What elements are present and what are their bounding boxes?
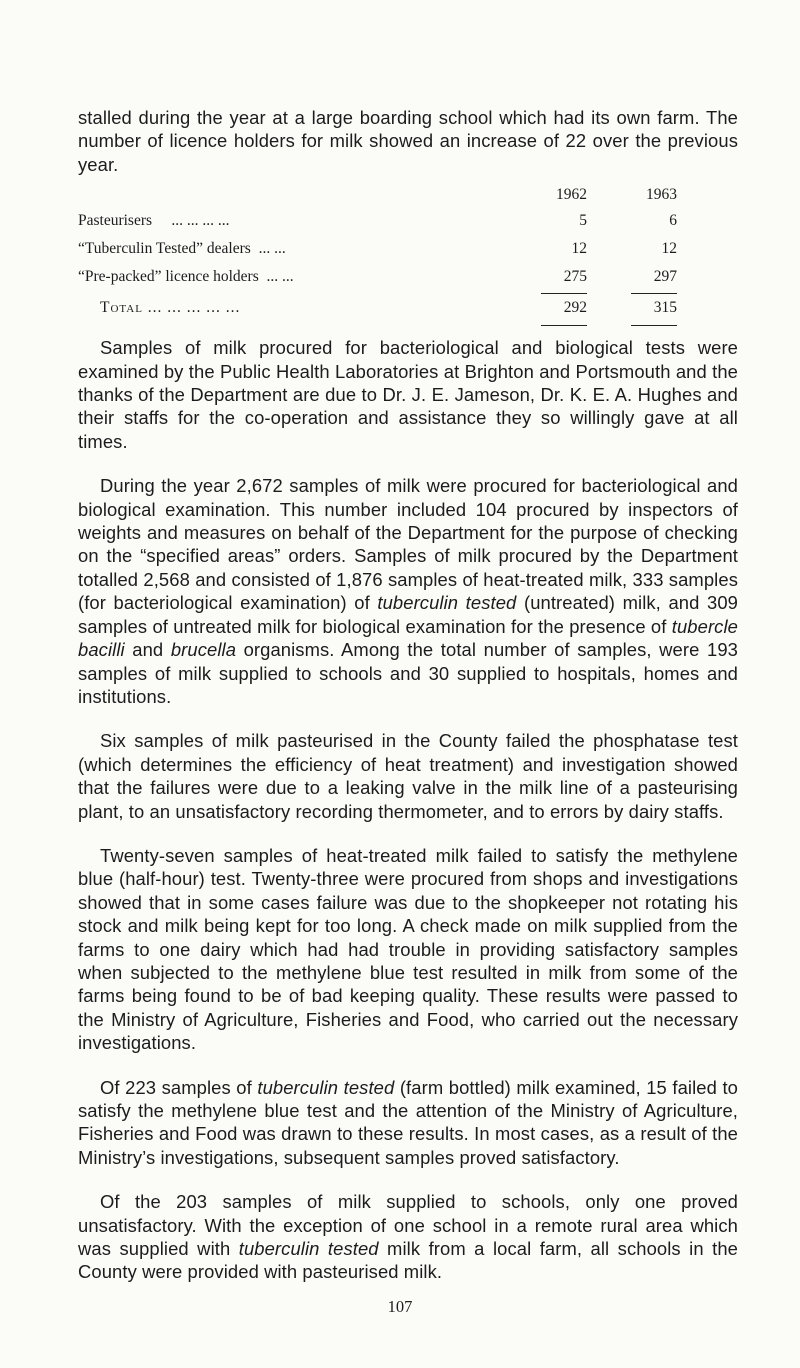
row-label: “Pre-packed” licence holders ... ... (78, 268, 294, 286)
total-label: Total ... ... ... ... ... (100, 299, 241, 317)
table-row (78, 240, 738, 264)
page-number: 107 (387, 1297, 413, 1316)
table-header-row (78, 186, 738, 210)
table-total-row (78, 299, 738, 323)
year-1963-header: 1963 (646, 186, 677, 204)
value-1962: 275 (563, 268, 587, 286)
value-1963: 297 (653, 268, 677, 286)
total-1963: 315 (653, 299, 677, 317)
paragraph-tuberculin-tested: Of 223 samples of tuberculin tested (farm bottled) milk examined, 15 failed to satisfy the methylene blue test and the attention of the Ministry of Agriculture, Fisheries and Food was drawn to these results. In most cases, as a result of the Ministry’s investigations, subsequent samples proved satisfactory. (78, 1076, 739, 1168)
total-rule (541, 325, 587, 326)
total-rule (631, 325, 677, 326)
subtotal-rule (541, 293, 587, 294)
row-label: “Tuberculin Tested” dealers ... ... (78, 240, 286, 258)
year-1962-header: 1962 (556, 186, 587, 204)
paragraph-schools: Of the 203 samples of milk supplied to schools, only one proved unsatisfactory. With the exception of one school in a remote rural area which was supplied with tuberculin tested milk from a local farm, all schools in the County were provided with pasteurised milk. (78, 1191, 738, 1283)
subtotal-rule (631, 293, 677, 294)
paragraph-samples-procured: During the year 2,672 samples of milk were procured for bacteriological and biological examination. This number included 104 procured by inspectors of weights and measures on behalf of the Department for the purpose of checking on the “specified areas” orders. Samples of milk procured by the Department totalled 2,568 and consisted of 1,876 samples of heat-treated milk, 333 samples (for bacteriological examination) of tuberculin tested (untreated) milk, and 309 samples of untreated milk for biological examination for the presence of tubercle bacilli and brucella organisms. Among the total number of samples, were 193 samples of milk supplied to schools and 30 supplied to hospitals, homes and institutions. (78, 475, 738, 707)
total-1962: 292 (563, 299, 587, 317)
row-label: Pasteurisers ... ... ... ... (78, 212, 230, 230)
document-page (78, 106, 738, 1305)
value-1963: 12 (661, 240, 677, 258)
paragraph-laboratories: Samples of milk procured for bacteriological and biological tests were examined by the Public Health Laboratories at Brighton and Portsmouth and the thanks of the Department are due to Dr. J. E. Jameson, Dr. K. E. A. Hughes and their staffs for the co-operation and assistance they so willingly gave at all times. (78, 337, 738, 452)
table-row (78, 212, 738, 236)
value-1962: 12 (571, 240, 587, 258)
paragraph-phosphatase: Six samples of milk pasteurised in the County failed the phosphatase test (which determines the efficiency of heat treatment) and investigation showed that the failures were due to a leaking valve in the milk line of a pasteurising plant, to an unsatisfactory recording thermometer, and to errors by dairy staffs. (78, 730, 738, 822)
licence-holders-table (78, 186, 738, 322)
intro-paragraph: stalled during the year at a large boarding school which had its own farm. The number of licence holders for milk showed an increase of 22 over the previous year. (78, 107, 738, 175)
table-row (78, 268, 738, 292)
value-1962: 5 (579, 212, 587, 230)
value-1963: 6 (669, 212, 677, 230)
paragraph-methylene-blue: Twenty-seven samples of heat-treated milk failed to satisfy the methylene blue (half-hour) test. Twenty-three were procured from shops and investigations showed that in some cases failure was due to the shopkeeper not rotating his stock and milk being kept for too long. A check made on milk supplied from the farms to one dairy which had had trouble in providing satisfactory samples when subjected to the methylene blue test resulted in milk from some of the farms being found to be of bad keeping quality. These results were passed to the Ministry of Agriculture, Fisheries and Food, who carried out the necessary investigations. (78, 844, 738, 1054)
